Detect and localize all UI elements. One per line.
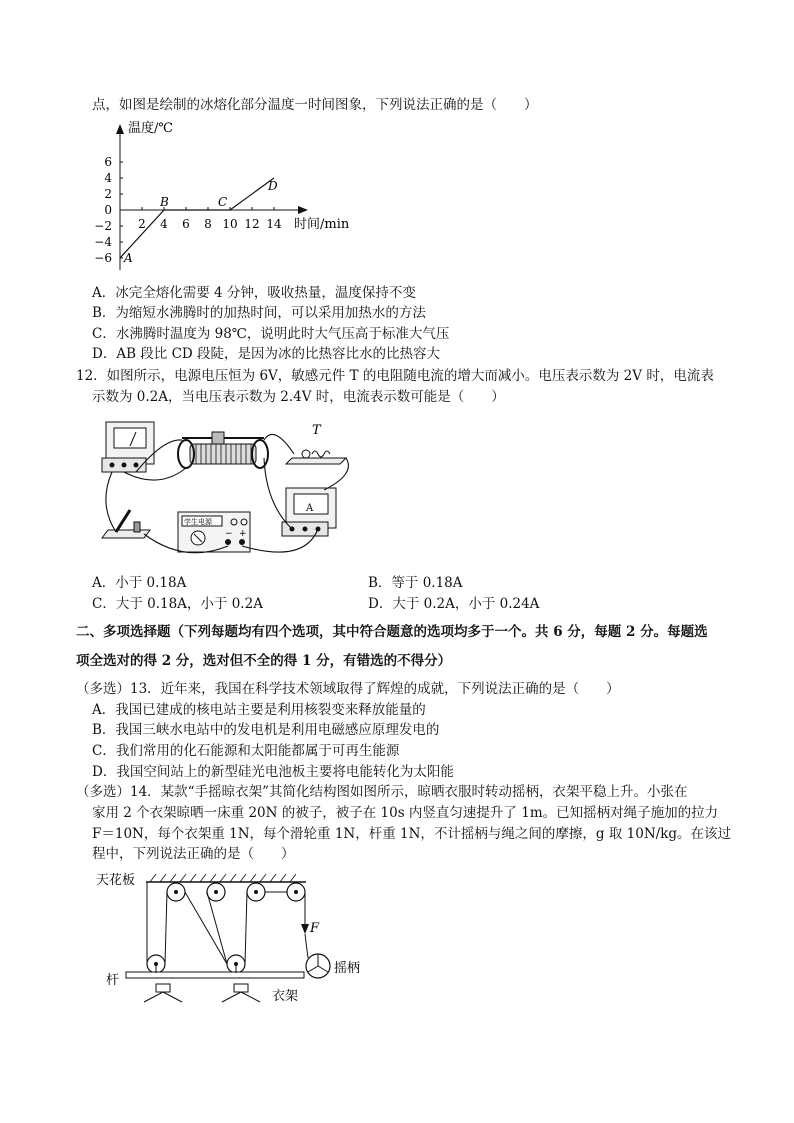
q13-option-b: B．我国三峡水电站中的发电机是利用电磁感应原理发电的: [92, 722, 440, 738]
crank-label: 摇柄: [334, 961, 361, 976]
element-t-label: T: [312, 423, 321, 438]
x-tick-label: 6: [182, 217, 190, 231]
q14-stem-line2: 家用 2 个衣架晾晒一床重 20N 的被子，被子在 10s 内竖直匀速提升了 1m。已知摇柄对绳子施加的拉力: [92, 805, 719, 821]
y-tick-label: −6: [94, 251, 112, 265]
hangers: [144, 984, 260, 1002]
rod-label: 杆: [106, 973, 120, 988]
q11-option-c: C．水沸腾时温度为 98℃，说明此时大气压高于标准大气压: [92, 326, 450, 342]
x-ticks: [138, 207, 282, 231]
clothes-rack-figure: [96, 868, 376, 1008]
circuit-figure: [94, 414, 354, 569]
ice-melting-graph: [92, 118, 372, 276]
q14-stem-line3: F＝10N，每个衣架重 1N，每个滑轮重 1N，杆重 1N，不计摇柄与绳之间的摩擦，g 取 10N/kg。在该过: [92, 826, 732, 842]
point-label-a: A: [124, 251, 133, 265]
q11-option-a: A．冰完全熔化需要 4 分钟，吸收热量，温度保持不变: [92, 285, 416, 301]
point-label-d: D: [268, 179, 278, 193]
sensitive-element-t: [286, 423, 346, 464]
q13-option-d: D．我国空间站上的新型硅光电池板主要将电能转化为太阳能: [92, 764, 454, 780]
ammeter: [282, 488, 336, 536]
hanger-label: 衣架: [272, 989, 299, 1004]
y-axis-arrow: [116, 124, 124, 134]
q13-stem: （多选）13．近年来，我国在科学技术领域取得了辉煌的成就，下列说法正确的是（ ）: [76, 681, 620, 697]
rheostat: [178, 432, 268, 468]
graph-ylabel: 温度/℃: [128, 121, 173, 136]
ammeter-label: A: [306, 503, 314, 514]
ceiling-label: 天花板: [96, 873, 136, 888]
rod: [126, 972, 304, 978]
x-tick-label: 14: [266, 217, 282, 231]
voltmeter: [102, 422, 154, 472]
q12-option-a: A．小于 0.18A: [92, 575, 187, 591]
x-tick-label: 4: [160, 217, 168, 231]
power-supply: [178, 512, 250, 552]
y-tick-label: 6: [104, 155, 112, 169]
section2-heading-line1: 二、多项选择题（下列每题均有四个选项，其中符合题意的选项均多于一个。共 6 分，每题 2 分。每题选: [76, 624, 708, 640]
svg-text:−: −: [225, 529, 233, 539]
y-tick-label: 4: [104, 171, 112, 185]
y-tick-label: 2: [104, 187, 112, 201]
switch: [102, 510, 150, 538]
y-tick-label: 0: [104, 203, 112, 217]
q11-option-b: B．为缩短水沸腾时的加热时间，可以采用加热水的方法: [92, 305, 426, 321]
force-arrow: [301, 924, 309, 934]
q12-stem-line1: 12．如图所示，电源电压恒为 6V，敏感元件 T 的电阻随电流的增大而减小。电压表示数为 2V 时，电流表: [76, 368, 714, 384]
q12-stem-line2: 示数为 0.2A，当电压表示数为 2.4V 时，电流表示数可能是（ ）: [92, 389, 505, 405]
y-ticks: [94, 155, 123, 265]
x-axis-arrow: [298, 206, 308, 214]
q11-option-d: D．AB 段比 CD 段陡，是因为冰的比热容比水的比热容大: [92, 346, 441, 362]
svg-text:+: +: [239, 529, 247, 539]
y-tick-label: −4: [94, 235, 112, 249]
q12-option-c: C．大于 0.18A，小于 0.2A: [92, 596, 263, 612]
power-supply-label: 学生电源: [184, 518, 212, 526]
y-tick-label: −2: [94, 219, 112, 233]
q12-option-b: B．等于 0.18A: [368, 575, 463, 591]
x-tick-label: 10: [222, 217, 238, 231]
q14-stem-line4: 程中，下列说法正确的是（ ）: [92, 846, 295, 862]
section2-heading-line2: 项全选对的得 2 分，选对但不全的得 1 分，有错选的不得分）: [76, 653, 452, 669]
q11-stem: 点，如图是绘制的冰熔化部分温度一时间图象，下列说法正确的是（ ）: [92, 97, 538, 113]
movable-pulleys: [147, 955, 245, 973]
x-tick-label: 2: [138, 217, 146, 231]
force-label: F: [310, 921, 320, 936]
x-tick-label: 8: [204, 217, 212, 231]
point-label-c: C: [218, 195, 228, 209]
q14-stem-line1: （多选）14．某款“手摇晾衣架”其简化结构图如图所示，晾晒衣服时转动摇柄，衣架平稳上升。小张在: [76, 784, 688, 800]
q13-option-c: C．我们常用的化石能源和太阳能都属于可再生能源: [92, 743, 400, 759]
q13-option-a: A．我国已建成的核电站主要是利用核裂变来释放能量的: [92, 702, 426, 718]
wire: [106, 472, 116, 532]
q12-option-d: D．大于 0.2A，小于 0.24A: [368, 596, 540, 612]
graph-xlabel: 时间/min: [294, 217, 350, 232]
x-tick-label: 12: [244, 217, 260, 231]
point-label-b: B: [160, 195, 169, 209]
